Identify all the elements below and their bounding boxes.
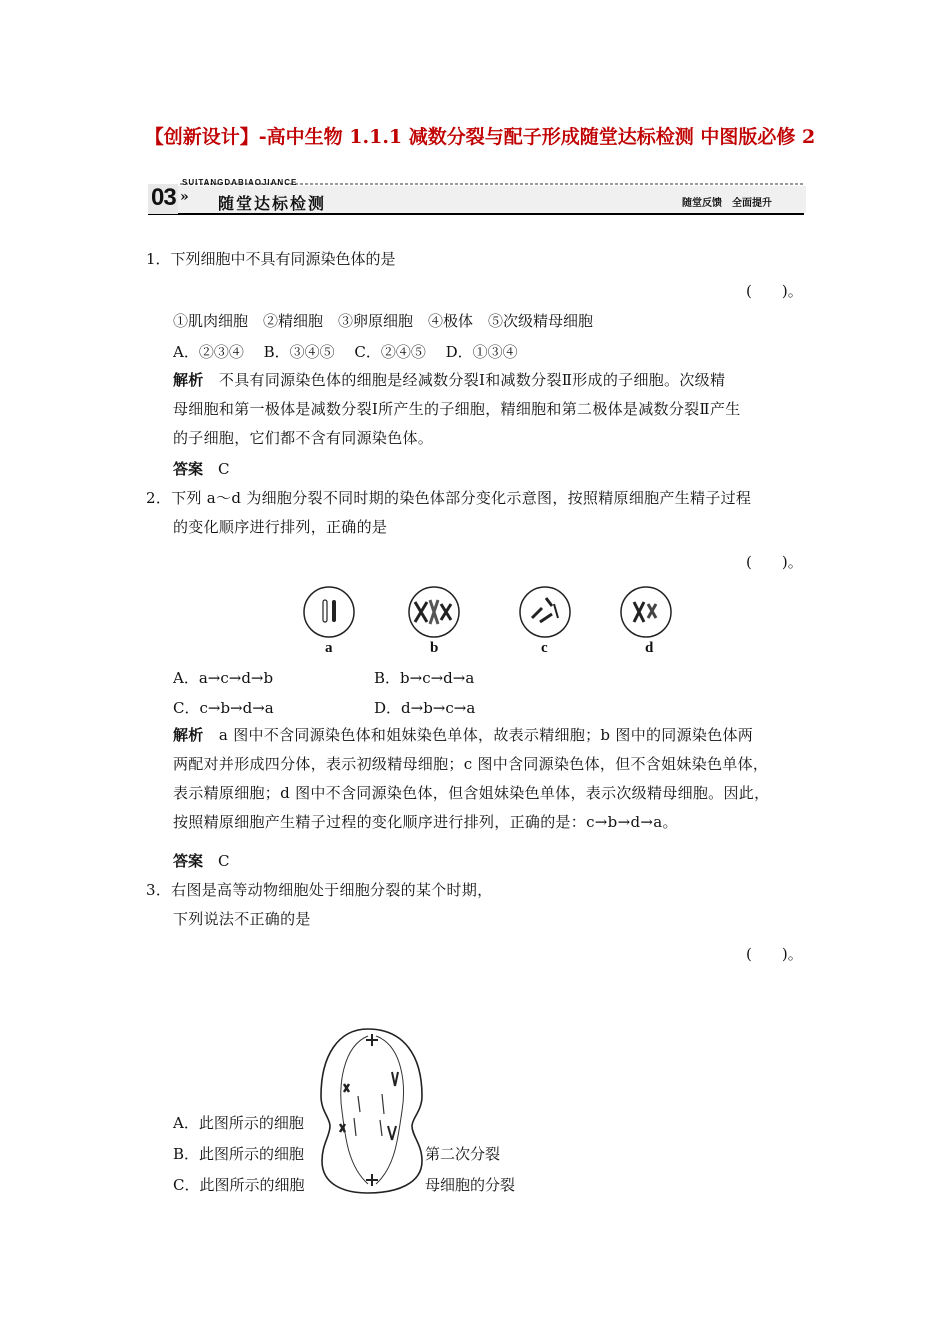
q1-answer-label: 答案: [173, 460, 204, 478]
q2-answer-label: 答案: [173, 852, 204, 870]
q2-option-a: A．a→c→d→b: [173, 669, 274, 687]
q2-option-b: B．b→c→d→a: [374, 669, 475, 687]
banner-pinyin: SUITANGDABIAOJIANCE: [182, 178, 298, 187]
q2-analysis: [173, 721, 823, 837]
q2-analysis-label: 解析: [173, 726, 204, 744]
q3-stem-line: 下列说法不正确的是: [173, 910, 311, 928]
q1-options: A．②③④ B．③④⑤ C．②④⑤ D．①③④: [173, 343, 518, 361]
q2-option-d: D．d→b→c→a: [374, 699, 476, 717]
q1-analysis-label: 解析: [173, 371, 204, 389]
q2-analysis-line: 表示精原细胞；d 图中不含同源染色体，但含姐妹染色单体，表示次级精母细胞。因此，: [173, 784, 770, 802]
q3-dividing-cell-figure: [318, 1026, 430, 1196]
q3-option-c-tail: 母细胞的分裂: [425, 1176, 516, 1194]
figure-label-d: d: [645, 640, 654, 656]
q2-analysis-line: 两配对并形成四分体，表示初级精母细胞；c 图中含同源染色体，但不含姐妹染色单体，: [173, 755, 769, 773]
figure-label-b: b: [430, 640, 439, 656]
q3-option-b-tail: 第二次分裂: [425, 1145, 501, 1163]
q1-analysis-line: 不具有同源染色体的细胞是经减数分裂Ⅰ和减数分裂Ⅱ形成的子细胞。次级精: [218, 371, 726, 389]
q1-analysis: [173, 366, 813, 453]
figure-label-a: a: [325, 640, 333, 656]
figure-label-c: c: [541, 640, 548, 656]
page-title: 【创新设计】-高中生物 1.1.1 减数分裂与配子形成随堂达标检测 中图版必修 2: [144, 126, 816, 148]
q2-stem: [146, 484, 816, 542]
q1-answer-value: C: [218, 460, 230, 478]
q1-analysis-line: 母细胞和第一极体是减数分裂Ⅰ所产生的子细胞，精细胞和第二极体是减数分裂Ⅱ产生: [173, 400, 741, 418]
q2-answer-value: C: [218, 852, 230, 870]
q2-option-c: C．c→b→d→a: [173, 699, 274, 717]
q1-answer: [173, 458, 230, 479]
cell-b-diagram: [409, 587, 459, 637]
q1-stem: 1．下列细胞中不具有同源染色体的是: [146, 250, 396, 268]
banner-tags: 随堂反馈 全面提升: [682, 198, 772, 209]
q2-analysis-line: 按照精原细胞产生精子过程的变化顺序进行排列，正确的是：c→b→d→a。: [173, 813, 678, 831]
q3-option-a: A．此图所示的细胞: [173, 1114, 304, 1132]
q3-answer-blank: ( )。: [746, 945, 803, 963]
q3-stem-line: 3．右图是高等动物细胞处于细胞分裂的某个时期，: [146, 881, 493, 899]
q2-answer-blank: ( )。: [746, 553, 803, 571]
cell-a-diagram: [304, 587, 354, 637]
q1-answer-blank: ( )。: [746, 282, 803, 300]
section-banner: [148, 178, 806, 216]
q3-option-b: B．此图所示的细胞: [173, 1145, 305, 1163]
banner-number: 03: [151, 184, 176, 211]
q2-analysis-line: a 图中不含同源染色体和姐妹染色单体，故表示精细胞；b 图中的同源染色体两: [218, 726, 754, 744]
q3-option-c: C．此图所示的细胞: [173, 1176, 305, 1194]
banner-section-title: 随堂达标检测: [218, 194, 327, 213]
banner-arrows: »: [180, 189, 189, 205]
q2-stem-line: 2．下列 a～d 为细胞分裂不同时期的染色体部分变化示意图，按照精原细胞产生精子过程: [146, 489, 752, 507]
cell-d-diagram: [621, 587, 671, 637]
q2-cell-figure: [300, 584, 680, 644]
q2-answer: [173, 850, 230, 871]
q1-items: ①肌肉细胞 ②精细胞 ③卵原细胞 ④极体 ⑤次级精母细胞: [173, 312, 594, 330]
q1-analysis-line: 的子细胞，它们都不含有同源染色体。: [173, 429, 434, 447]
cell-c-diagram: [520, 587, 570, 637]
q2-stem-line: 的变化顺序进行排列，正确的是: [173, 518, 388, 536]
q3-stem: [146, 876, 646, 934]
